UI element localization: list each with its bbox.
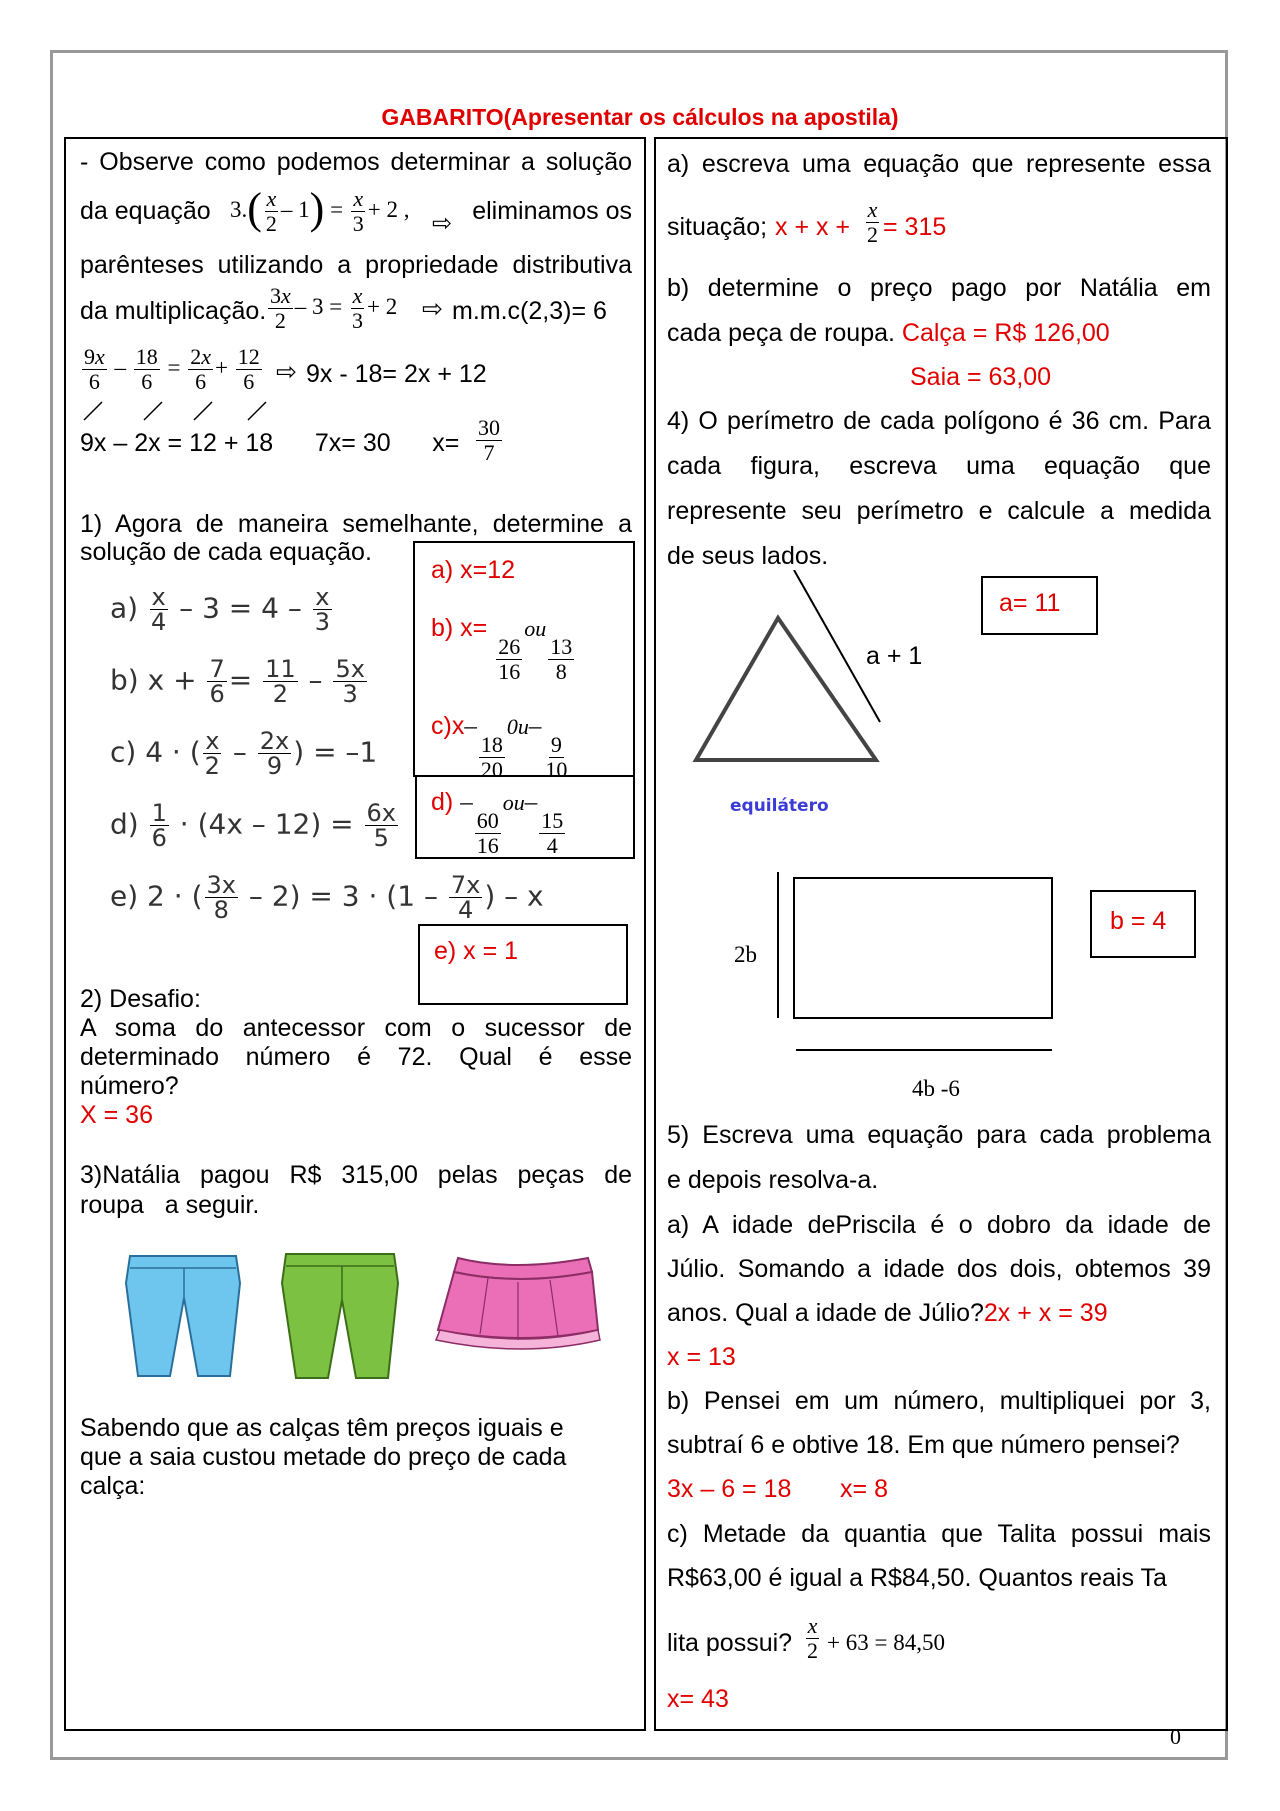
ou-word: ou xyxy=(524,616,547,641)
q4-line-3: represente seu perímetro e calcule a medida xyxy=(667,497,1211,525)
answer-e: e) x = 1 xyxy=(434,937,519,965)
q5b-line-1: b) Pensei em um número, multipliquei por 3, xyxy=(667,1387,1211,1415)
green-pants xyxy=(282,1254,398,1378)
step-equation: 9x - 18= 2x + 12 xyxy=(306,360,487,388)
q5a-line-2: Júlio. Somando a idade dos dois, obtemos 39 xyxy=(667,1255,1211,1283)
q5c-line-3 xyxy=(667,1608,1211,1668)
q3b-line-1: b) determine o preço pago por Natália em xyxy=(667,274,1211,302)
q5b-line-2: subtraí 6 e obtive 18. Em que número pensei? xyxy=(667,1431,1180,1459)
q5a-line-1: a) A idade dePriscila é o dobro da idade de xyxy=(667,1211,1211,1239)
intro-equation: 3.( $\frac{x}{2}$ – 1) = $\frac{x}{3}$ + 2 , xyxy=(230,183,410,236)
answer-d-label: d) xyxy=(431,788,454,816)
rectangle-answer: b = 4 xyxy=(1110,907,1167,935)
q5c-line-1: c) Metade da quantia que Talita possui mais xyxy=(667,1520,1211,1548)
implies-arrow-icon: ⇨ xyxy=(276,358,297,386)
implies-arrow-icon: ⇨ xyxy=(432,210,453,237)
q5c-line-2: R$63,00 é igual a R$84,50. Quantos reais Ta xyxy=(667,1564,1167,1592)
exercise-b: b) x + $\frac{7}{6}$ = $\frac{11}{2}$ – $\frac{5x}{3}$ xyxy=(110,655,365,708)
intro-line-3: parênteses utilizando a propriedade distributiva xyxy=(80,251,632,279)
ex2-line-1: A soma do antecessor com o sucessor de xyxy=(80,1014,632,1042)
intro-line-4 xyxy=(80,282,640,338)
q4-line-2: cada figura, escreva uma equação que xyxy=(667,452,1211,480)
step-final-fraction: $\frac{30}{7}$ xyxy=(478,415,500,465)
intro-equation-label: da equação xyxy=(80,197,211,225)
answer-b: b) x= $\frac{26}{16}$ ou $\frac{13}{8}$ xyxy=(431,614,573,684)
rectangle-answer-box xyxy=(1090,890,1196,958)
ex2-title: 2) Desafio: xyxy=(80,985,201,1013)
ex3-line-2: roupa a seguir. xyxy=(80,1191,260,1219)
q5c-question: lita possui? xyxy=(667,1629,793,1657)
q5b-answer: 3x – 6 = 18 x= 8 xyxy=(667,1475,888,1503)
q4-line-4: de seus lados. xyxy=(667,542,829,570)
q5a-answer: x = 13 xyxy=(667,1343,736,1371)
answers-box-abc xyxy=(413,541,635,782)
rectangle-figure xyxy=(760,870,1070,1060)
equilateral-triangle xyxy=(696,618,876,760)
pink-skirt xyxy=(436,1258,600,1349)
triangle-answer: a= 11 xyxy=(999,589,1061,617)
answer-a: a) x=12 xyxy=(431,556,516,584)
exercise-c: c) 4 · ( $\frac{x}{2}$ – $\frac{2x}{9}$ ) = –1 xyxy=(110,727,378,780)
q3a-answer-part2: = 315 xyxy=(883,213,947,241)
q5c-expression: + 63 = 84,50 xyxy=(827,1630,945,1655)
q5-line-1: 5) Escreva uma equação para cada problema xyxy=(667,1121,1211,1149)
q3a-label: situação; xyxy=(667,213,768,241)
mmc: m.m.c(2,3)= 6 xyxy=(452,297,607,325)
q5a-answer-equation: 2x + x = 39 xyxy=(983,1299,1108,1327)
rect-height-label: 2b xyxy=(734,942,757,967)
intro-line-2 xyxy=(80,183,632,239)
q5-line-2: e depois resolva-a. xyxy=(667,1166,879,1194)
step-final-text: 9x – 2x = 12 + 18 7x= 30 x= xyxy=(80,429,460,457)
q3b-line-2 xyxy=(667,318,1110,348)
q3a-line-1: a) escreva uma equação que represente essa xyxy=(667,150,1211,178)
q3a-answer-fraction: $\frac{x}{2}$ xyxy=(867,197,878,247)
blue-pants xyxy=(126,1256,240,1376)
triangle-side-label: a + 1 xyxy=(866,642,923,670)
answer-d: d) – $\frac{60}{16}$ ou– $\frac{15}{4}$ xyxy=(431,788,564,858)
distributed-equation: $\frac{3x}{2}$ – 3 = $\frac{x}{3}$ + 2 xyxy=(270,283,398,333)
rect-width-label: 4b -6 xyxy=(912,1076,960,1101)
intro-line-1: - Observe como podemos determinar a solução xyxy=(80,148,632,176)
ex2-line-3: número? xyxy=(80,1072,179,1100)
clothes-image xyxy=(118,1238,618,1388)
page-title: GABARITO(Apresentar os cálculos na apostila) xyxy=(381,104,899,130)
q5c-answer: x= 43 xyxy=(667,1685,729,1713)
q5a-line-3 xyxy=(667,1298,1108,1328)
triangle-answer-box xyxy=(981,576,1098,635)
q3a-answer-part1: x + x + xyxy=(775,213,851,241)
answers-box-d xyxy=(415,775,635,859)
answer-c: c)x– $\frac{18}{20}$ 0u– $\frac{9}{10}$ xyxy=(431,712,568,782)
ex1-line-2: solução de cada equação. xyxy=(80,538,372,566)
ex3-info-3: calça: xyxy=(80,1472,146,1500)
answer-b-label: b) x= xyxy=(431,614,488,642)
q5a-question: anos. Qual a idade de Júlio? xyxy=(667,1299,984,1327)
answer-c-label: c)x xyxy=(431,712,465,740)
step-final xyxy=(80,416,640,476)
exercise-d: d) $\frac{1}{6}$ · (4x – 12) = $\frac{6x}{5}$ xyxy=(110,799,396,852)
q5c-fraction: $\frac{x}{2}$ xyxy=(807,1613,818,1663)
rectangle xyxy=(794,878,1052,1018)
ex3-info-1: Sabendo que as calças têm preços iguais e xyxy=(80,1414,564,1442)
zero-u-word: 0u xyxy=(506,714,529,739)
ex1-line-1: 1) Agora de maneira semelhante, determine a xyxy=(80,510,632,538)
q3a-line-2 xyxy=(667,198,1211,258)
ex3-line-1: 3)Natália pagou R$ 315,00 pelas peças de xyxy=(80,1161,632,1189)
exercise-e: e) 2 · ( $\frac{3x}{8}$ – 2) = 3 · (1 – $\frac{7x}{4}$ ) – x xyxy=(110,871,544,924)
intro-eliminate: eliminamos os xyxy=(472,197,632,225)
exercise-a: a) $\frac{x}{4}$ – 3 = 4 – $\frac{x}{3}$ xyxy=(110,583,331,636)
step-fractions: $\frac{9x}{6}$ – $\frac{18}{6}$ = $\frac{2x}{6}$ + $\frac{12}{6}$ xyxy=(84,344,260,394)
answers-box-e xyxy=(418,924,628,1005)
ex3-info-2: que a saia custou metade do preço de cada xyxy=(80,1443,567,1471)
ex2-answer: X = 36 xyxy=(80,1101,153,1129)
ou-word: ou xyxy=(502,790,525,815)
triangle-caption: equilátero xyxy=(730,796,829,816)
q3b-answer-calca: Calça = R$ 126,00 xyxy=(901,319,1110,347)
intro-multiplication-label: da multiplicação. xyxy=(80,297,267,325)
q3b-label: cada peça de roupa. xyxy=(667,319,895,347)
q4-line-1: 4) O perímetro de cada polígono é 36 cm. Para xyxy=(667,407,1211,435)
ex2-line-2: determinado número é 72. Qual é esse xyxy=(80,1043,632,1071)
q3b-answer-saia: Saia = 63,00 xyxy=(910,363,1052,391)
page-number: 0 xyxy=(1170,1724,1181,1749)
implies-arrow-icon: ⇨ xyxy=(422,295,443,323)
